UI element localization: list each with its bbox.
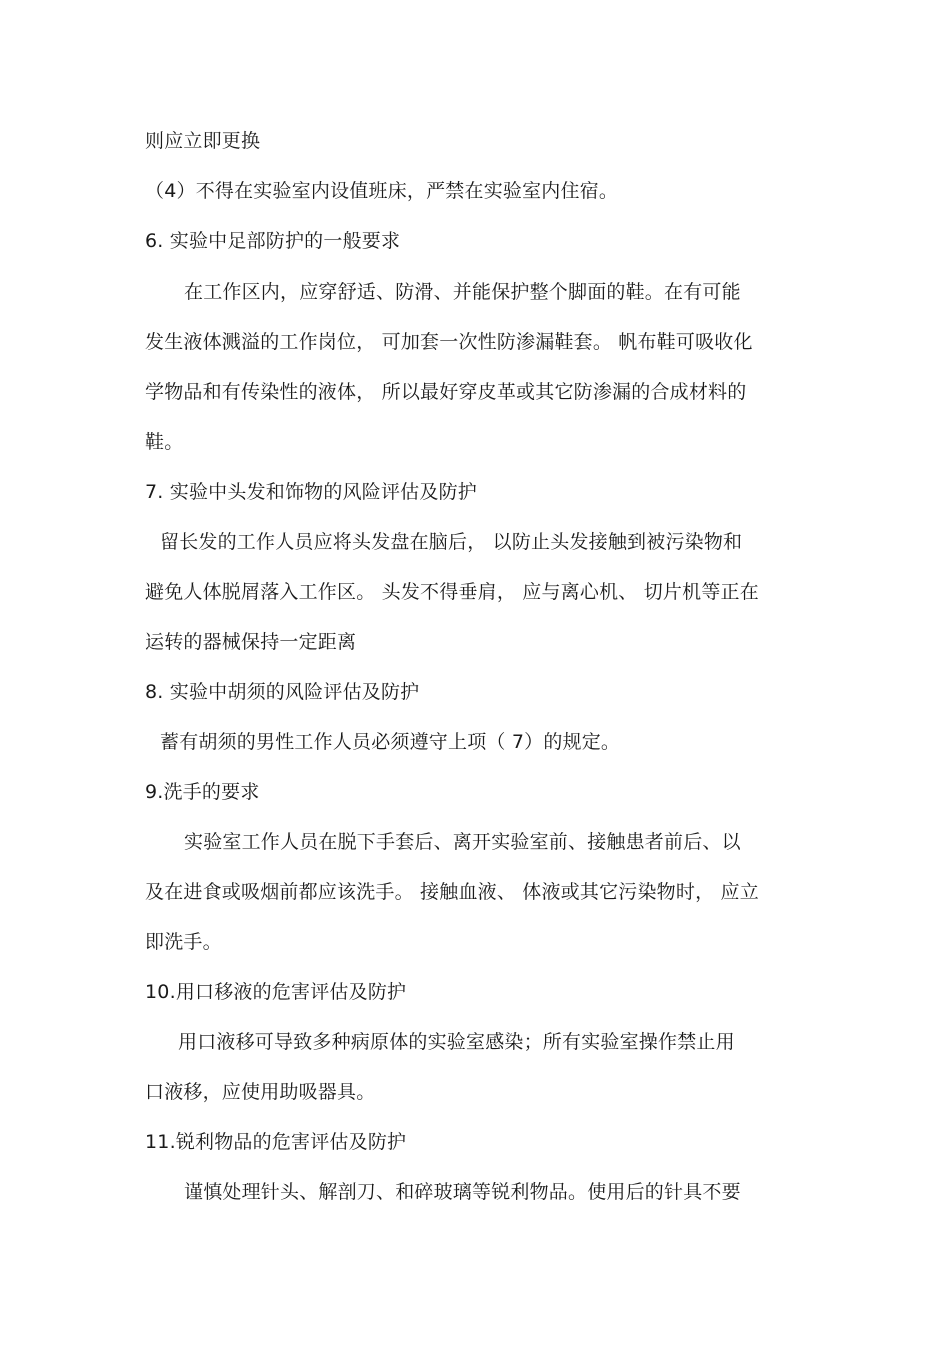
text-line: 则应立即更换 — [145, 130, 261, 152]
paragraph-line: 实验室工作人员在脱下手套后、离开实验室前、接触患者前后、以 — [184, 831, 741, 853]
paragraph-line: 及在进食或吸烟前都应该洗手。 接触血液、 体液或其它污染物时， 应立 — [145, 881, 759, 903]
paragraph-line: 口液移，应使用助吸器具。 — [145, 1081, 376, 1103]
paragraph-line: 发生液体溅溢的工作岗位， 可加套一次性防渗漏鞋套。 帆布鞋可吸收化 — [145, 331, 753, 353]
section-heading-10: 10.用口移液的危害评估及防护 — [145, 981, 407, 1003]
text-line: （4）不得在实验室内设值班床，严禁在实验室内住宿。 — [145, 180, 619, 202]
section-heading-7: 7. 实验中头发和饰物的风险评估及防护 — [145, 481, 477, 503]
paragraph-line: 在工作区内，应穿舒适、防滑、并能保护整个脚面的鞋。在有可能 — [184, 281, 741, 303]
section-heading-9: 9.洗手的要求 — [145, 781, 260, 803]
paragraph-line: 用口液移可导致多种病原体的实验室感染；所有实验室操作禁止用 — [178, 1031, 735, 1053]
section-heading-8: 8. 实验中胡须的风险评估及防护 — [145, 681, 420, 703]
section-heading-6: 6. 实验中足部防护的一般要求 — [145, 230, 401, 252]
paragraph-line: 谨慎处理针头、解剖刀、和碎玻璃等锐利物品。使用后的针具不要 — [184, 1181, 741, 1203]
paragraph-line: 运转的器械保持一定距离 — [145, 631, 357, 653]
paragraph-line: 即洗手。 — [145, 931, 222, 953]
section-heading-11: 11.锐利物品的危害评估及防护 — [145, 1131, 407, 1153]
paragraph-line: 蓄有胡须的男性工作人员必须遵守上项（ 7）的规定。 — [160, 731, 621, 753]
paragraph-line: 避免人体脱屑落入工作区。 头发不得垂肩， 应与离心机、 切片机等正在 — [145, 581, 759, 603]
paragraph-line: 鞋。 — [145, 431, 184, 453]
paragraph-line: 留长发的工作人员应将头发盘在脑后， 以防止头发接触到被污染物和 — [160, 531, 743, 553]
paragraph-line: 学物品和有传染性的液体， 所以最好穿皮革或其它防渗漏的合成材料的 — [145, 381, 747, 403]
